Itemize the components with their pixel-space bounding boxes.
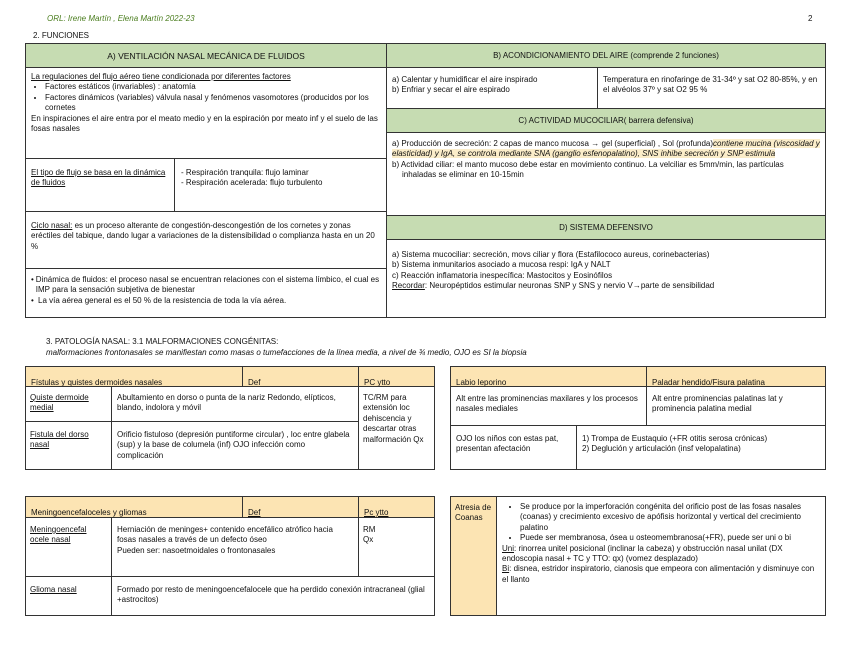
muco-a-text: a) Producción de secreción: 2 capas de manco mucosa → gel (superficial) , Sol (profunda) [392, 139, 714, 148]
paladar-def: Alt entre prominencias palatinas lat y prominencia palatina medial [646, 386, 826, 426]
muco-b-text: b) Actividad ciliar: el manto mucoso debe estar en movimiento continuo. La velciliar es 5mm/min, las partículas inhaladas se eliminar en 10-15min [392, 159, 784, 180]
ventilacion-title: A) VENTILACIÓN NASAL MECÁNICA DE FLUIDOS [25, 43, 387, 68]
ciclo-nasal-block [25, 211, 387, 269]
ciclo-label: Ciclo nasal: [31, 221, 73, 230]
labio-header: Labio leporino [450, 366, 647, 387]
muco-block [386, 132, 826, 216]
recordar-label: Recordar [392, 281, 425, 291]
fistula-row-name: Fistula del dorso nasal [25, 421, 112, 470]
flow-type-label-cell [25, 158, 175, 212]
defensa-title: D) SISTEMA DEFENSIVO [386, 215, 826, 240]
page-number: 2 [808, 14, 813, 23]
header-authors: ORL: Irene Martín , Elena Martín 2022-23 [47, 14, 195, 23]
acond-temp: Temperatura en rinofaringe de 31-34º y sat O2 80-85%, y en el alvéolos 37º y sat O2 95 % [603, 75, 818, 95]
patologia-title: 3. PATOLOGÍA NASAL: 3.1 MALFORMACIONES CONGÉNITAS: [46, 337, 279, 346]
recordar-text: : Neuropéptidos estimular neuronas SNP y SNS y nervio V→parte de sensibilidad [424, 281, 715, 291]
meningo-header-pc: Pc ytto [358, 496, 435, 518]
acond-temp-cell [597, 67, 826, 109]
dinamica-item: La vía aérea general es el 50 % de la resistencia de toda la vía aérea. [38, 295, 287, 305]
flow-type-label: El tipo de flujo se basa en la dinámica de fluidos [31, 168, 166, 188]
fistula-row-def: Orificio fistuloso (depresión puntiforme circular) , loc entre glabela (sup) y la base de columela (inf) OJO infección como complicación [111, 421, 359, 470]
atresia-uni-label: Uni [502, 543, 515, 553]
factor-item: • Factores estáticos (invariables) : anatomía [45, 82, 381, 92]
atresia-bi-label: Bi [502, 564, 510, 574]
fistula-row-name: Quiste dermoide medial [25, 386, 112, 422]
dinamica-block: • Dinámica de fluidos: el proceso nasal se encuentran relaciones con el sistema límbico, el cual es IMP para la sensación subjetiva de bienestar • La vía aérea general es el 50 % de la resistencia de toda la vía aérea. [25, 268, 387, 318]
meningo-row-def: Herniación de meninges+ contenido encefálico atrófico hacia fosas nasales a través de un defecto óseo Pueden ser: nasoetmoidales o frontonasales [111, 517, 359, 577]
section-title: 2. FUNCIONES [33, 31, 90, 40]
labio-consequences [576, 425, 826, 470]
fistulas-header-pc: PC ytto [358, 366, 435, 387]
meningo-header-def: Def [242, 496, 359, 518]
consequence-item: 1) Trompa de Eustaquio (+FR otitis serosa crónicas) [582, 434, 768, 443]
consequence-item: 2) Deglución y articulación (insf velopalatina) [582, 444, 741, 454]
ciclo-text: es un proceso alterante de congestión-descongestión de los cornetes y zonas eréctiles del tabique, dando lugar a variaciones de la distensibilidad o complianza hasta en un 20 % [31, 221, 375, 251]
acond-item: b) Enfriar y secar el aire espirado [392, 85, 510, 95]
atresia-content [496, 496, 826, 616]
flow-type-items-cell [174, 158, 387, 212]
acond-item: a) Calentar y humidificar el aire inspirado [392, 75, 538, 84]
muco-title: C) ACTIVIDAD MUCOCILIAR( barrera defensiva) [386, 108, 826, 133]
fistula-row-def: Abultamiento en dorso o punta de la nariz Redondo, elípticos, blando, indolora y móvil [111, 386, 359, 422]
meningo-row-pc: RM Qx [358, 517, 435, 577]
patologia-subtitle: malformaciones frontonasales se manifiestan como masas o tumefacciones de la línea media, a nivel de ¾ medio, OJO es SI la biopsia [46, 348, 527, 357]
paladar-header: Paladar hendido/Fisura palatina [646, 366, 826, 387]
regulation-heading: La regulaciones del flujo aéreo tiene condicionada por diferentes factores [31, 72, 291, 81]
acond-title: B) ACONDICIONAMIENTO DEL AIRE (comprende 2 funciones) [386, 43, 826, 68]
fistulas-header-title: Fístulas y quistes dermoides nasales [25, 366, 243, 387]
meningo-row-name: Meningoencefal ocele nasal [25, 517, 112, 577]
labio-ojo: OJO los niños con estas pat, presentan afectación [450, 425, 577, 470]
regulation-block [25, 67, 387, 159]
flow-type-item: - Respiración acelerada: flujo turbulento [181, 178, 323, 188]
flow-type-item: - Respiración tranquila: flujo laminar [181, 168, 309, 177]
atresia-label-cell: Atresia de Coanas [450, 496, 497, 616]
atresia-uni-text: : rinorrea unitel posicional (inclinar la cabeza) y obstrucción nasal unilat (DX endoscopia nasal + TC y TTO: qx) (vomez desplazado) [502, 543, 783, 564]
atresia-bullet: • Se produce por la imperforación congénita del orificio post de las fosas nasales (coanas) y crecimiento excesivo de apófisis horizontal y vertical del crecimiento palatino [520, 502, 820, 533]
fistulas-pc-cell: TC/RM para extensión loc dehiscencia y descartar otras malformación Qx [358, 386, 435, 470]
atresia-bullet: • Puede ser membranosa, ósea u osteomembranosa(+FR), puede ser uni o bi [520, 533, 820, 543]
defensa-item: b) Sistema inmunitarios asociado a mucosa respi: IgA y NALT [392, 260, 611, 270]
defensa-item: c) Reacción inflamatoria inespecífica: Mastocitos y Eosinófilos [392, 270, 613, 280]
labio-def: Alt entre las prominencias maxilares y los procesos nasales mediales [450, 386, 647, 426]
glioma-row-name: Glioma nasal [25, 576, 112, 616]
glioma-row-def: Formado por resto de meningoencefalocele que ha perdido conexión intracraneal (glial +astrocitos) [111, 576, 435, 616]
dinamica-item: Dinámica de fluidos: el proceso nasal se encuentran relaciones con el sistema límbico, el cual es IMP para la sensación subjetiva de bienestar [35, 275, 380, 295]
acond-items-cell [386, 67, 598, 109]
atresia-bi-text: : disnea, estridor inspiratorio, cianosis que empeora con alimentación y disminuye con el llanto [502, 564, 815, 584]
fistulas-header-def: Def [242, 366, 359, 387]
factor-item: • Factores dinámicos (variables) válvula nasal y fenómenos vasomotores (producidos por los cornetes [45, 93, 381, 114]
defensa-block [386, 239, 826, 318]
meningo-header-title: Meningoencefaloceles y gliomas [25, 496, 243, 518]
defensa-item: a) Sistema mucociliar: secreción, movs ciliar y flora (Estafilococo aureus, corinebacterias) [392, 250, 710, 259]
inspiration-text: En inspiraciones el aire entra por el meato medio y en la espiración por meato inf y el suelo de las fosas nasales [31, 113, 378, 134]
muco-a-highlight: contiene mucina (viscosidad y elasticidad) y IgA, se controla mediante SNA (ganglio esfenopalatino), SNS inhibe secreción y SNP estimula [392, 139, 820, 159]
